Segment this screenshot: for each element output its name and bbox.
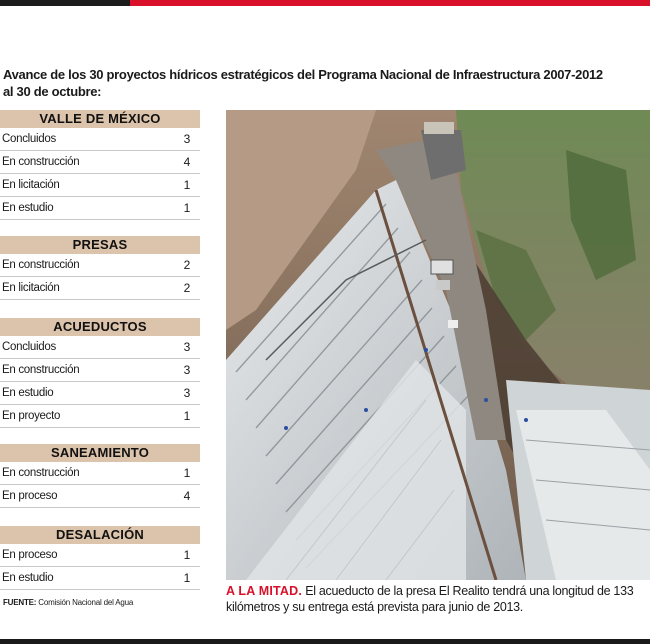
caption-text: El acueducto de la presa El Realito tendrá una longitud de 133 kilómetros y su entrega está prevista para junio de 2013.: [226, 584, 634, 614]
bottom-bar: [0, 639, 650, 644]
table-row: [0, 336, 200, 359]
section-header: PRESAS: [0, 236, 200, 254]
row-label: En estudio: [2, 202, 54, 214]
row-value: 1: [183, 178, 190, 192]
row-value: 4: [183, 155, 190, 169]
table-row: [0, 405, 200, 428]
table-row: [0, 128, 200, 151]
section-saneamiento: [0, 444, 200, 508]
row-value: 3: [183, 363, 190, 377]
table-row: [0, 359, 200, 382]
top-accent-bar: [0, 0, 650, 6]
row-value: 1: [183, 409, 190, 423]
section-header: VALLE DE MÉXICO: [0, 110, 200, 128]
intro-heading: [3, 66, 643, 100]
row-value: 1: [183, 201, 190, 215]
top-bar-dark-segment: [0, 0, 130, 6]
source-text: Comisión Nacional del Agua: [38, 598, 134, 607]
intro-line-2: al 30 de octubre:: [3, 84, 102, 99]
table-row: [0, 567, 200, 590]
row-label: En construcción: [2, 364, 80, 376]
source-label: FUENTE:: [3, 598, 37, 607]
section-desalacion: [0, 526, 200, 590]
row-value: 1: [183, 466, 190, 480]
row-value: 4: [183, 489, 190, 503]
table-row: [0, 254, 200, 277]
photo-caption: [226, 583, 650, 615]
row-value: 2: [183, 281, 190, 295]
table-row: [0, 462, 200, 485]
section-header: DESALACIÓN: [0, 526, 200, 544]
row-label: En construcción: [2, 259, 80, 271]
row-value: 3: [183, 132, 190, 146]
row-label: En estudio: [2, 572, 54, 584]
row-label: En construcción: [2, 156, 80, 168]
table-row: [0, 544, 200, 567]
source-credit: [3, 598, 133, 607]
row-label: En licitación: [2, 282, 60, 294]
dam-photo: [226, 110, 650, 580]
section-header: ACUEDUCTOS: [0, 318, 200, 336]
row-value: 3: [183, 340, 190, 354]
row-label: En construcción: [2, 467, 80, 479]
section-header: SANEAMIENTO: [0, 444, 200, 462]
table-row: [0, 382, 200, 405]
section-presas: [0, 236, 200, 300]
table-row: [0, 197, 200, 220]
intro-line-1: Avance de los 30 proyectos hídricos estratégicos del Programa Nacional de Infraestructura 2007-2012: [3, 67, 603, 82]
row-label: Concluidos: [2, 133, 56, 145]
row-label: En proyecto: [2, 410, 61, 422]
row-label: Concluidos: [2, 341, 56, 353]
row-label: En estudio: [2, 387, 54, 399]
table-row: [0, 151, 200, 174]
row-value: 2: [183, 258, 190, 272]
row-value: 3: [183, 386, 190, 400]
table-row: [0, 174, 200, 197]
row-label: En proceso: [2, 490, 58, 502]
row-value: 1: [183, 548, 190, 562]
row-label: En proceso: [2, 549, 58, 561]
section-acueductos: [0, 318, 200, 428]
table-row: [0, 485, 200, 508]
section-valle-de-mexico: [0, 110, 200, 220]
row-value: 1: [183, 571, 190, 585]
row-label: En licitación: [2, 179, 60, 191]
caption-tag: A LA MITAD.: [226, 584, 303, 598]
table-row: [0, 277, 200, 300]
